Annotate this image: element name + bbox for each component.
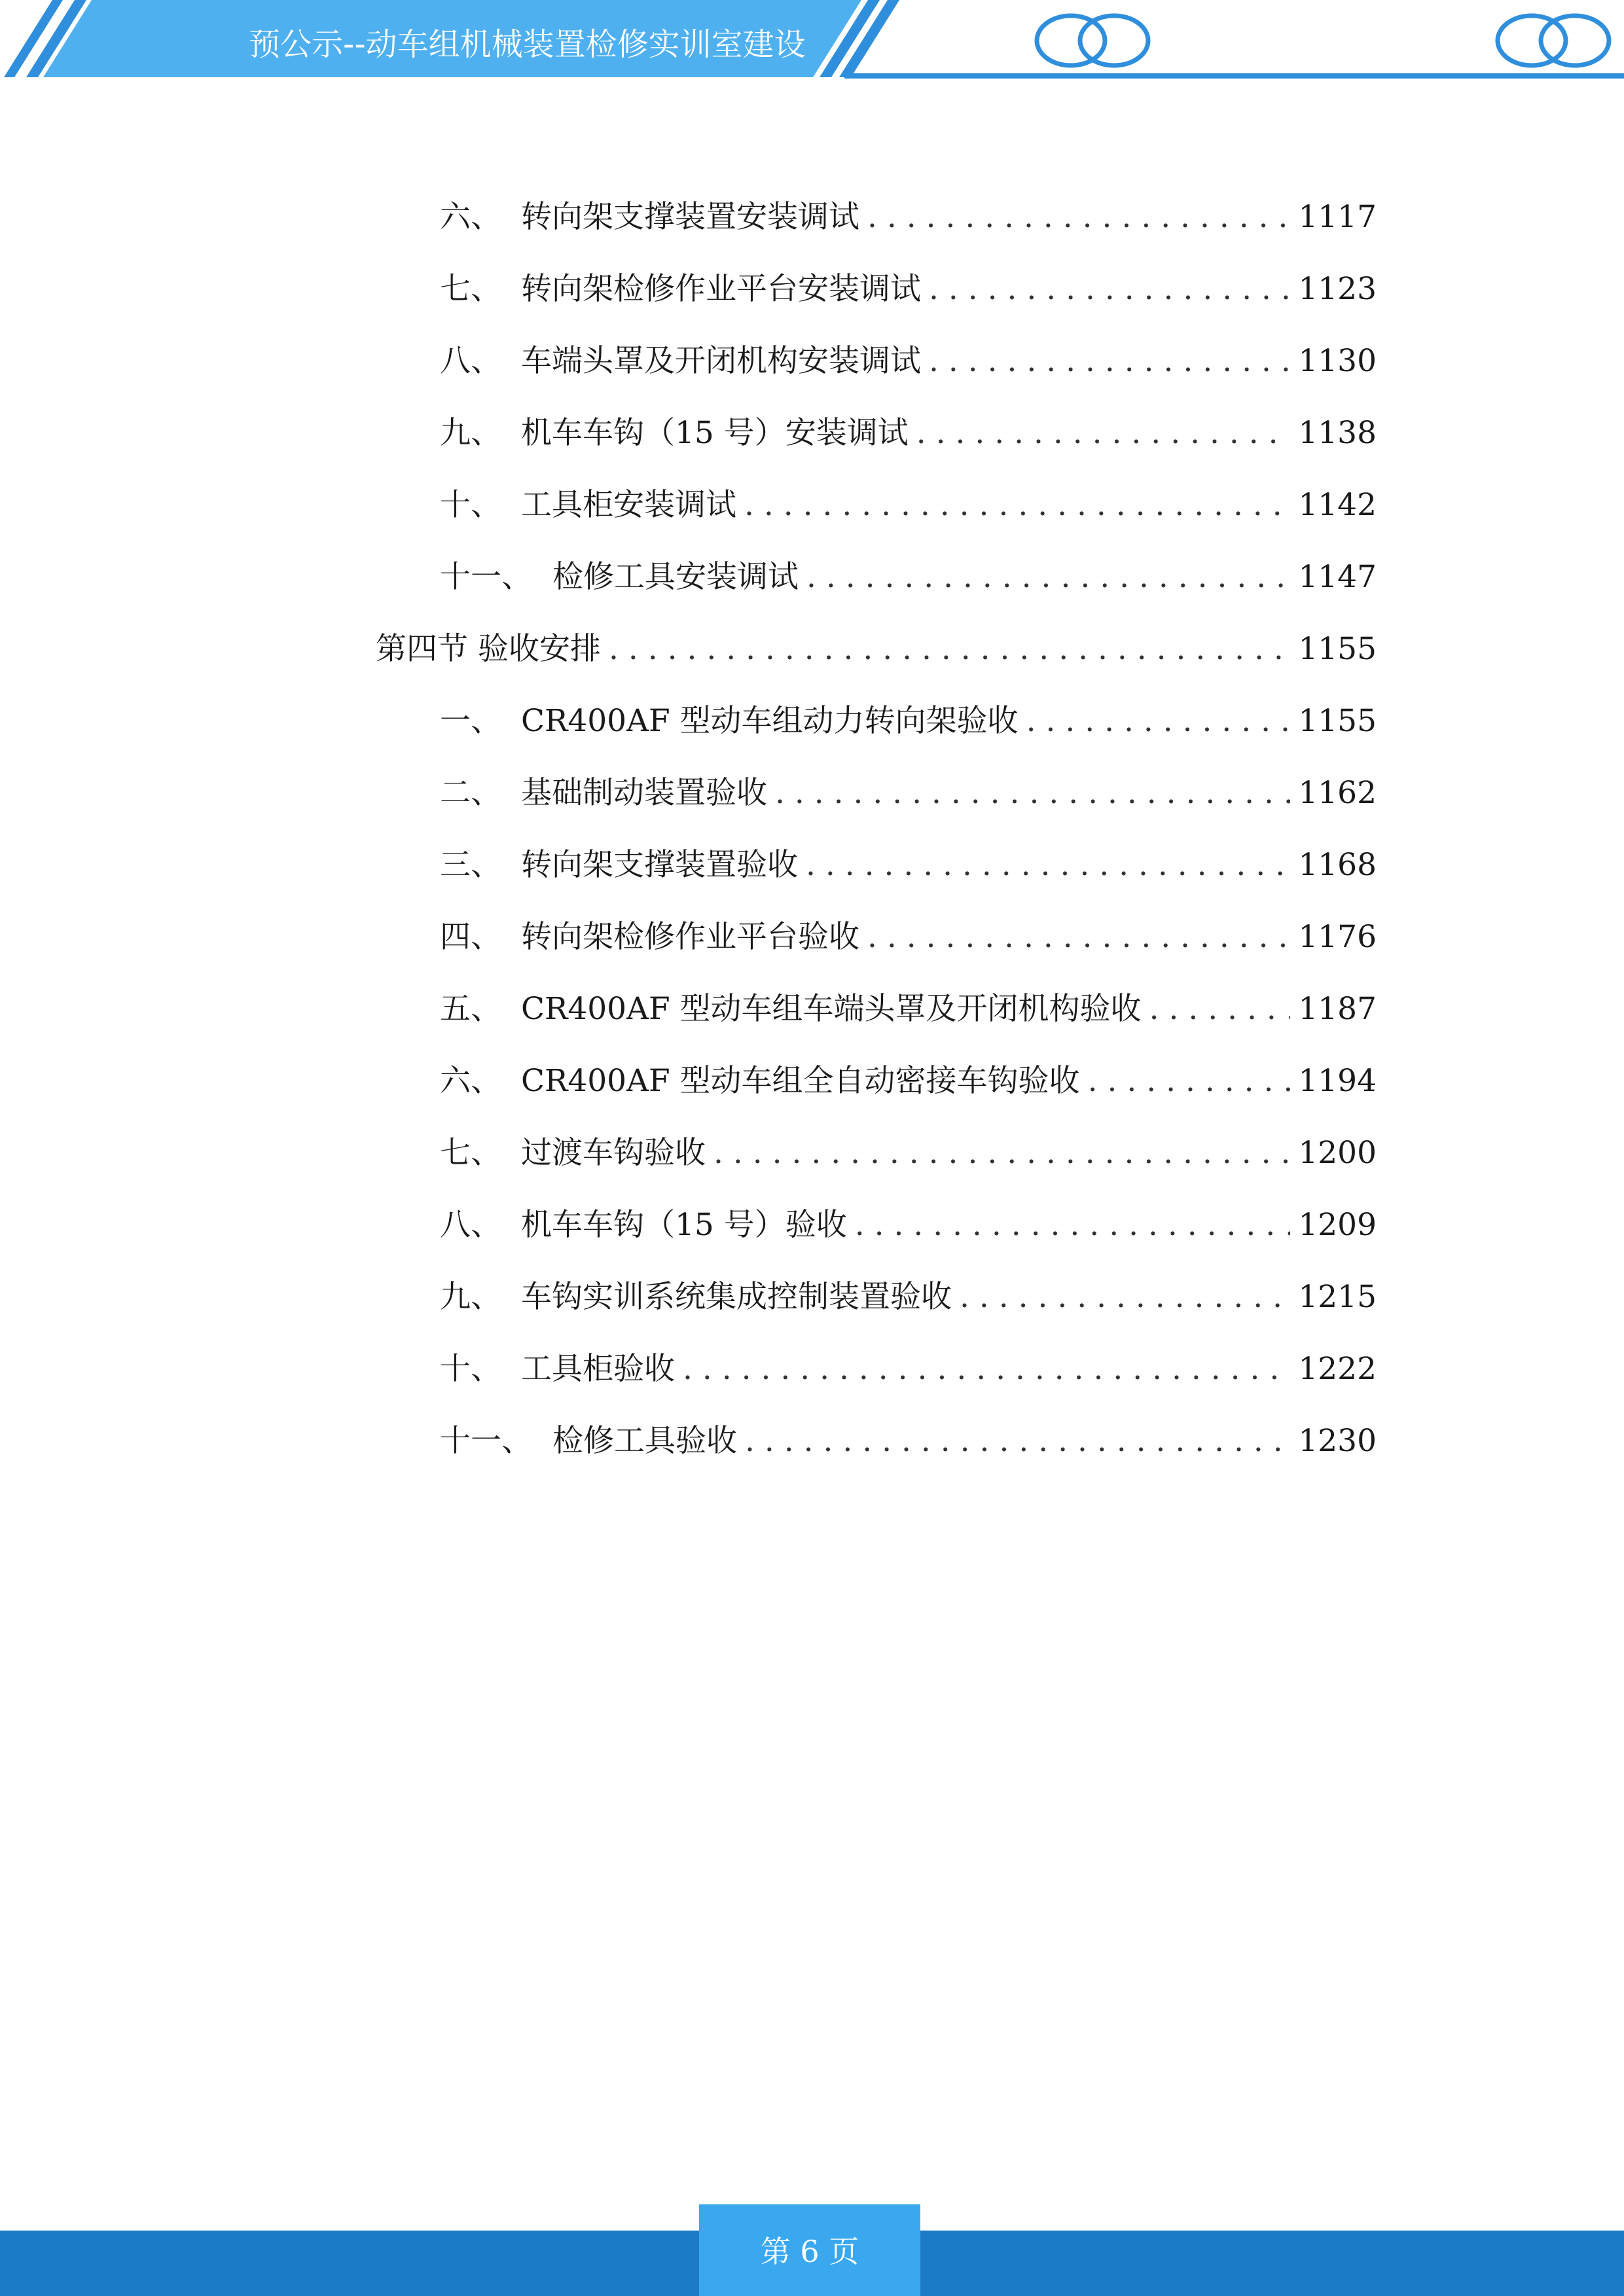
toc-entry-page: 1187 [1298, 991, 1377, 1027]
toc-entry-page: 1155 [1298, 703, 1377, 739]
toc-dot-leader [745, 1415, 1290, 1467]
toc-entry-number: 七、 [440, 271, 501, 307]
toc-entry-title: 机车车钩（15 号）安装调试 [521, 415, 909, 451]
toc-entry[interactable] [440, 1127, 1377, 1179]
toc-dot-leader [744, 479, 1290, 531]
toc-entry-title: CR400AF 型动车组车端头罩及开闭机构验收 [521, 991, 1142, 1027]
toc-entry-number: 九、 [440, 1279, 501, 1315]
toc-entry-title: 检修工具安装调试 [552, 559, 799, 595]
toc-entry-page: 1130 [1298, 343, 1377, 379]
toc-entry-title: 基础制动装置验收 [521, 775, 767, 811]
toc-entry-title: 车钩实训系统集成控制装置验收 [521, 1279, 952, 1315]
toc-entry-title: 转向架支撑装置安装调试 [521, 199, 859, 235]
toc-section-entry[interactable] [376, 623, 1377, 675]
toc-dot-leader [1149, 983, 1291, 1035]
toc-dot-leader [929, 263, 1290, 315]
toc-entry[interactable] [440, 407, 1377, 459]
toc-dot-leader [867, 191, 1290, 243]
toc-entry-number: 十、 [440, 487, 501, 523]
toc-dot-leader [867, 911, 1290, 963]
toc-entry-page: 1222 [1298, 1351, 1377, 1387]
toc-section-title: 第四节 验收安排 [376, 631, 601, 667]
toc-entry[interactable] [440, 983, 1377, 1035]
toc-entry-page: 1176 [1298, 919, 1377, 955]
toc-entry[interactable] [440, 191, 1377, 243]
toc-entry[interactable] [440, 1343, 1377, 1395]
toc-entry-title: CR400AF 型动车组动力转向架验收 [521, 703, 1019, 739]
toc-entry-number: 八、 [440, 1207, 501, 1243]
toc-entry-number: 六、 [440, 199, 501, 235]
toc-entry-title: 工具柜安装调试 [521, 487, 736, 523]
toc-entry-number: 九、 [440, 415, 501, 451]
page-header [0, 0, 1624, 85]
toc-dot-leader [806, 839, 1290, 891]
toc-entry-number: 四、 [440, 919, 501, 955]
toc-entry-title: CR400AF 型动车组全自动密接车钩验收 [521, 1063, 1080, 1099]
toc-entry[interactable] [440, 911, 1377, 963]
toc-entry[interactable] [440, 335, 1377, 387]
toc-entry[interactable] [440, 551, 1377, 603]
toc-dot-leader [683, 1343, 1290, 1395]
toc-entry-number: 二、 [440, 775, 501, 811]
toc-entry-page: 1155 [1298, 631, 1377, 667]
double-ring-logo-icon [1498, 16, 1609, 65]
toc-entry[interactable] [440, 1271, 1377, 1323]
toc-entry-title: 车端头罩及开闭机构安装调试 [521, 343, 921, 379]
toc-entry-number: 十一、 [440, 1423, 532, 1459]
toc-entry-title: 转向架检修作业平台安装调试 [521, 271, 921, 307]
toc-entry-title: 机车车钩（15 号）验收 [521, 1207, 847, 1243]
toc-entry-number: 五、 [440, 991, 501, 1027]
toc-dot-leader [609, 623, 1290, 675]
toc-entry-page: 1138 [1298, 415, 1377, 451]
toc-dot-leader [713, 1127, 1290, 1179]
toc-dot-leader [929, 335, 1290, 387]
toc-entry-title: 过渡车钩验收 [521, 1135, 706, 1171]
toc-entry[interactable] [440, 767, 1377, 819]
toc-dot-leader [960, 1271, 1290, 1323]
toc-dot-leader [855, 1199, 1291, 1251]
toc-dot-leader [916, 407, 1291, 459]
toc-entry-page: 1230 [1298, 1423, 1377, 1459]
toc-entry-number: 十、 [440, 1351, 501, 1387]
toc-entry-page: 1162 [1298, 775, 1377, 811]
toc-entry-page: 1215 [1298, 1279, 1377, 1315]
toc-dot-leader [1088, 1055, 1291, 1107]
toc-entry-title: 检修工具验收 [552, 1423, 737, 1459]
toc-entry-number: 一、 [440, 703, 501, 739]
toc-entry-title: 工具柜验收 [521, 1351, 675, 1387]
toc-entry-page: 1123 [1298, 271, 1377, 307]
double-ring-logo-icon [1037, 16, 1148, 65]
toc-dot-leader [1026, 695, 1291, 747]
toc-entry-page: 1147 [1298, 559, 1377, 595]
toc-entry[interactable] [440, 695, 1377, 747]
toc-entry[interactable] [440, 839, 1377, 891]
toc-entry-page: 1200 [1298, 1135, 1377, 1171]
toc-entry-number: 三、 [440, 847, 501, 883]
toc-entry-number: 七、 [440, 1135, 501, 1171]
toc-entry[interactable] [440, 263, 1377, 315]
toc-entry-number: 十一、 [440, 559, 532, 595]
toc-entry-page: 1194 [1298, 1063, 1377, 1099]
toc-entry-title: 转向架支撑装置验收 [521, 847, 798, 883]
toc-entry-number: 八、 [440, 343, 501, 379]
document-title: 预公示--动车组机械装置检修实训室建设 [249, 26, 806, 63]
page-number: 第 6 页 [760, 2234, 859, 2269]
toc-entry-page: 1168 [1298, 847, 1377, 883]
toc-entry-page: 1117 [1298, 199, 1377, 235]
toc-dot-leader [775, 767, 1290, 819]
toc-entry-title: 转向架检修作业平台验收 [521, 919, 859, 955]
toc-entry[interactable] [440, 479, 1377, 531]
toc-entry-number: 六、 [440, 1063, 501, 1099]
toc-entry[interactable] [440, 1415, 1377, 1467]
toc-dot-leader [806, 551, 1290, 603]
toc-entry-page: 1142 [1298, 487, 1377, 523]
toc-entry[interactable] [440, 1055, 1377, 1107]
toc-entry-page: 1209 [1298, 1207, 1377, 1243]
toc-entry[interactable] [440, 1199, 1377, 1251]
